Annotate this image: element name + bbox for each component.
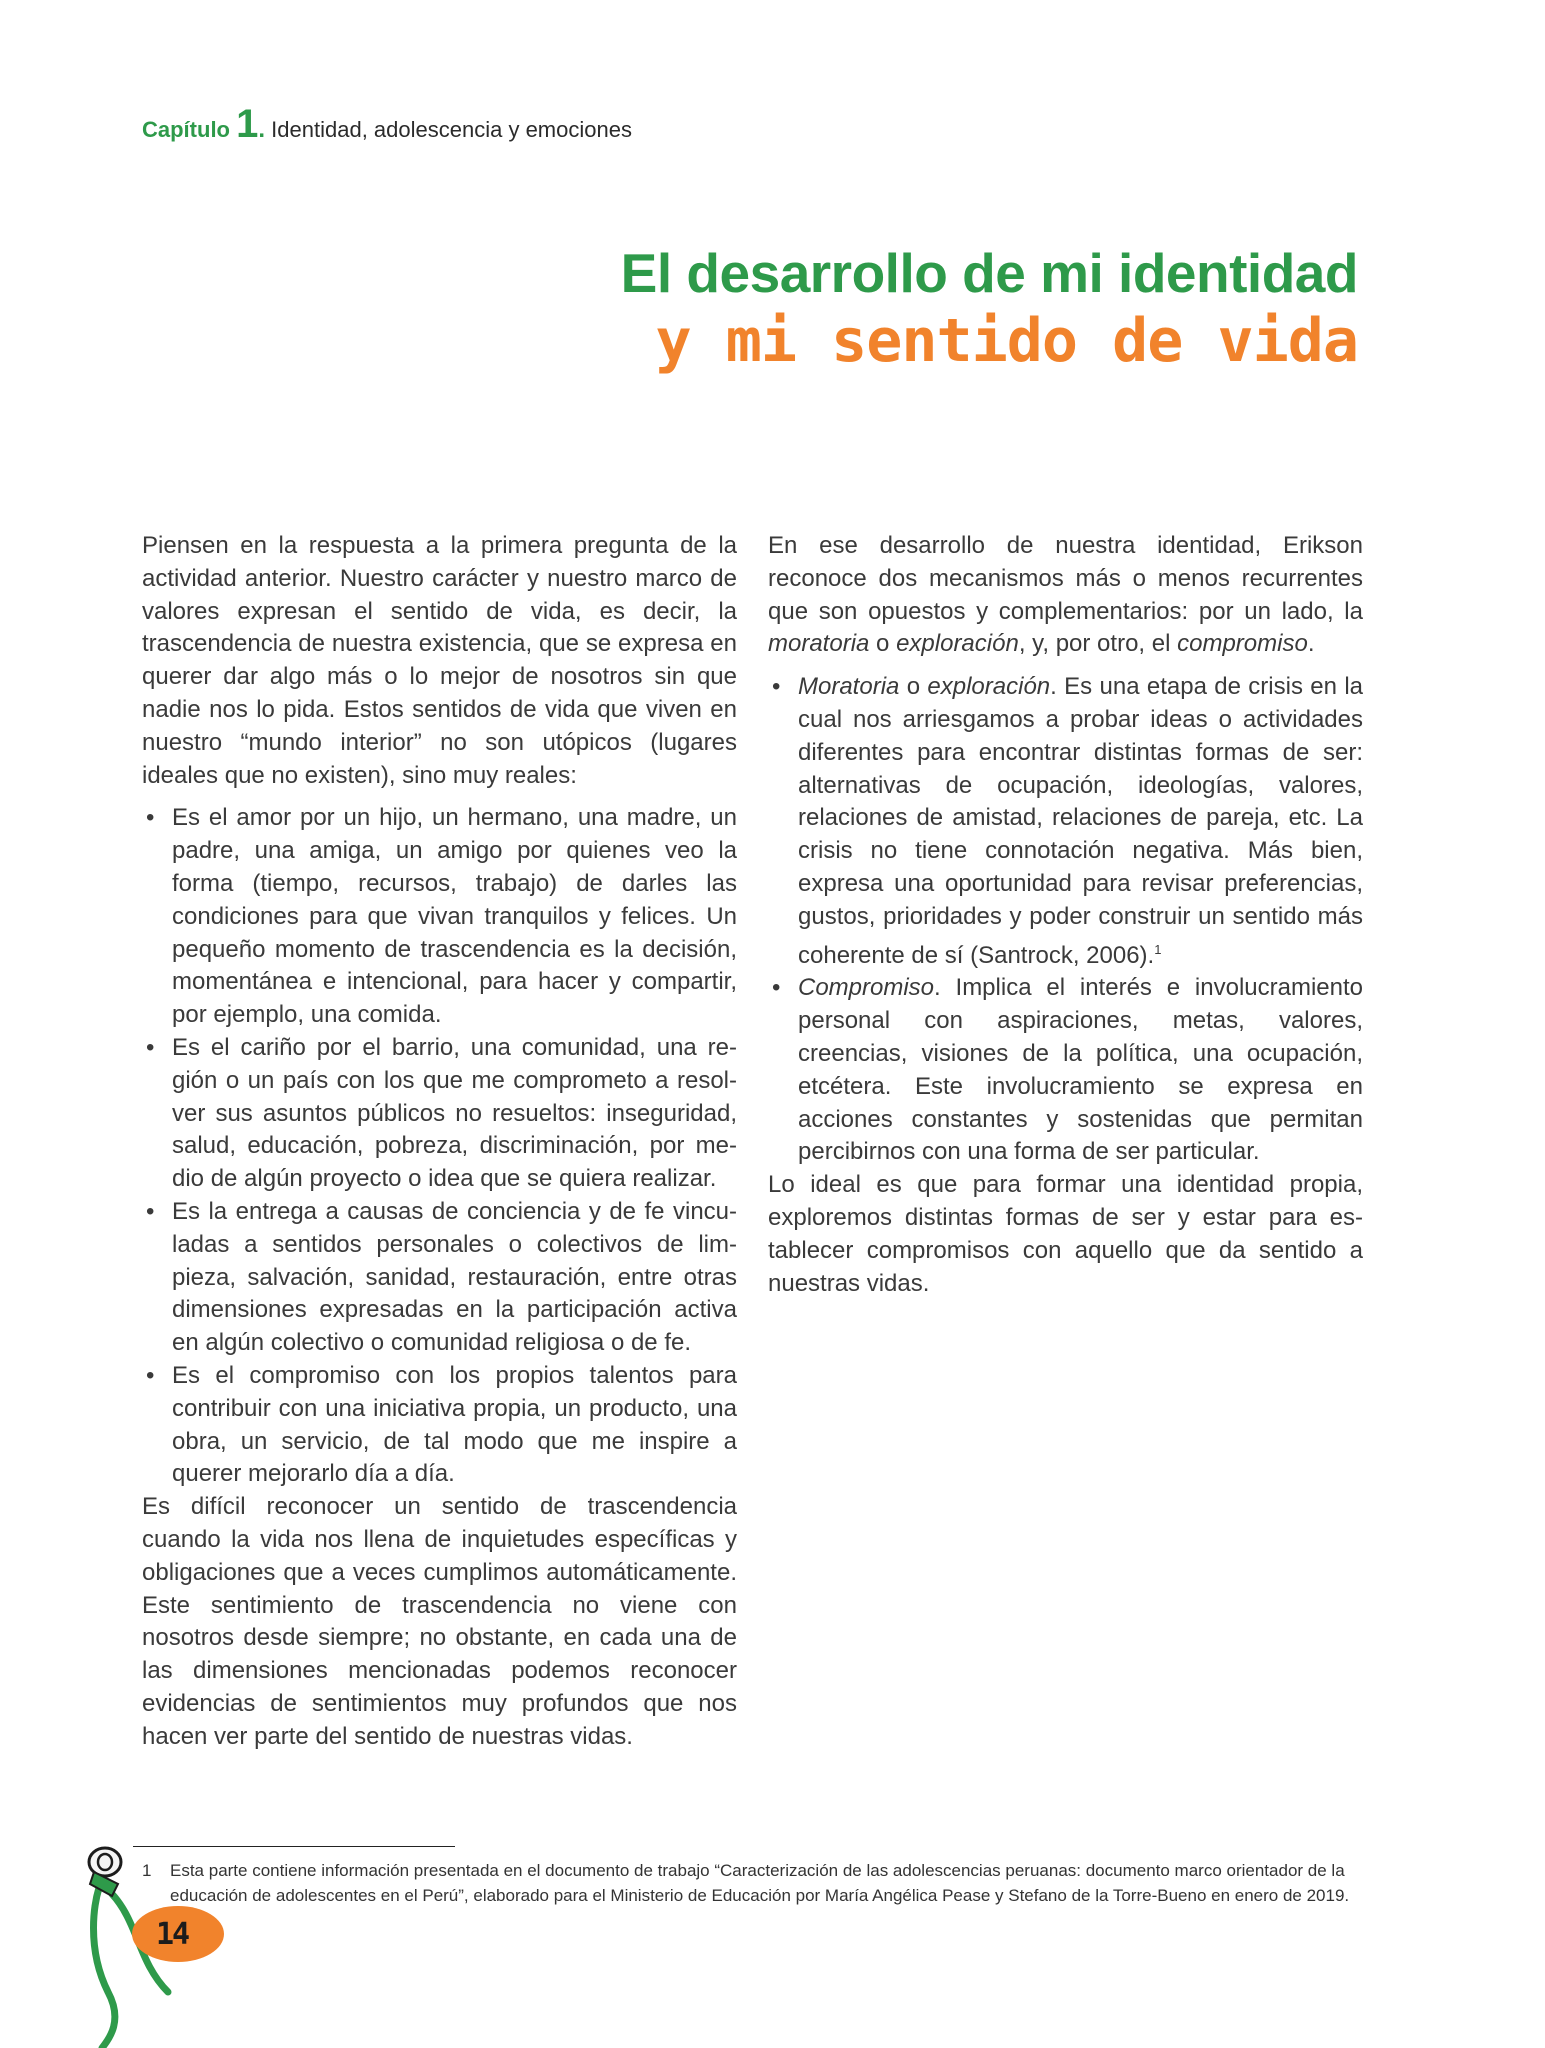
list-item-text: . Implica el interés e involucramiento personal con aspiraciones, metas, valores, creencias, visiones de la política, una ocupación, etcétera. Este involucramiento se expresa en acciones constantes y sostenidas que permitan percibirnos con una forma de ser particular. [798,974,1363,1166]
bullet-icon: • [772,974,781,1002]
list-item-text: Es el compromiso con los propios talentos para contribuir con una iniciativa propia, un producto, una obra, un servicio, de tal modo que me inspire a querer mejorarlo día a día. [172,1361,737,1488]
list-item-text: Es el amor por un hijo, un hermano, una madre, un padre, una amiga, un amigo por quienes veo la forma (tiempo, recursos, trabajo) de darles las condiciones para que vivan tranquilos y felices. Un pequeño momento de trascendencia es la decisión, momentánea e intencional, para hacer y compartir, por ejemplo, una comida. [172,804,737,1029]
intro-text-4: . [1307,630,1315,658]
footnote-line-2: educación de adolescentes en el Perú”, elaborado para el Ministerio de Educación por María Angélica Pease y Stefano de la Torre-Bueno en enero de 2019. [170,1886,1350,1905]
right-intro-paragraph [768,530,1363,661]
chapter-label: Capítulo [142,117,230,142]
term-compromiso: Compromiso [798,974,935,1002]
list-item [768,972,1363,1169]
left-column [142,530,737,1753]
list-item [142,1032,737,1196]
list-item [142,1196,737,1360]
intro-text-2: o [869,630,897,658]
list-item [142,1360,737,1491]
title-line-2: y mi sentido de vida [655,306,1358,376]
list-item-text: . Es una etapa de crisis en la cual nos arriesgamos a probar ideas o actividades diferentes para encontrar distintas formas de ser: alternativas de ocupación, ideologías, valores, relaciones de amistad, relaciones de pareja, etc. La crisis no tiene connotación negativa. Más bien, expresa una oportunidad para revisar preferencias, gustos, prioridades y poder construir un sentido más coherente de sí (Santrock, 2006). [798,673,1364,969]
footnote-number: 1 [142,1861,152,1880]
right-bullet-list [768,671,1363,1169]
bullet-icon: • [146,1197,155,1225]
list-item [142,802,737,1032]
bullet-icon: • [772,673,781,701]
bullet-icon: • [146,804,155,832]
intro-emphasis-exploracion: exploración [896,630,1019,658]
intro-emphasis-moratoria: moratoria [768,630,870,658]
left-intro-paragraph: Piensen en la respuesta a la primera pregunta de la actividad anterior. Nuestro carácter y nuestro marco de valores expresan el sentido de vida, es decir, la trascendencia de nuestra existencia, que se expresa en querer dar algo más o lo mejor de nosotros sin que nadie nos lo pida. Estos sentidos de vida que viven en nuestro “mundo interior” no son utópicos (lugares ideales que no existen), sino muy reales: [142,532,737,789]
chapter-dot: . [258,116,266,143]
footnote [142,1858,1382,1908]
right-closing-paragraph: Lo ideal es que para formar una identidad propia, exploremos distintas formas de ser y estar para es-tablecer compromisos con aquello que da sentido a nuestras vidas. [768,1171,1363,1297]
chapter-number: 1 [236,102,259,146]
chapter-title: Identidad, adolescencia y emociones [271,117,632,142]
bullet-icon: • [146,1361,155,1389]
term-exploracion: exploración [927,673,1051,701]
intro-text-1: En ese desarrollo de nuestra identidad, Erikson reconoce dos mecanismos más o menos recurrentes que son opuestos y complementarios: por un lado, la [768,532,1363,625]
chapter-header [142,104,632,144]
left-bullet-list [142,802,737,1491]
term-connector: o [899,673,928,701]
list-item-text: Es el cariño por el barrio, una comunidad, una re-gión o un país con los que me comprometo a resol-ver sus asuntos públicos no resueltos: inseguridad, salud, educación, pobreza, discriminación, por me-dio de algún proyecto o idea que se quiera realizar. [172,1033,737,1193]
page-title [621,240,1358,376]
intro-text-3: , y, por otro, el [1018,630,1178,658]
list-item-text: Es la entrega a causas de conciencia y de fe vincu-ladas a sentidos personales o colectivos de lim-pieza, salvación, sanidad, restauración, entre otras dimensiones expresadas en la participación activa en algún colectivo o comunidad religiosa o de fe. [172,1197,737,1357]
intro-emphasis-compromiso: compromiso [1177,630,1308,658]
footnote-line-1: Esta parte contiene información presentada en el documento de trabajo “Caracterización de las adolescencias peruanas: documento marco orientador de la [170,1861,1345,1880]
right-column [768,530,1363,1300]
left-closing-paragraph: Es difícil reconocer un sentido de trascendencia cuando la vida nos llena de inquietudes específicas y obligaciones que a veces cumplimos automáticamente. Este sentimiento de trascendencia no viene con nosotros desde siempre; no obstante, en cada una de las dimensiones mencionadas podemos reconocer evidencias de sentimientos muy profundos que nos hacen ver parte del sentido de nuestras vidas. [142,1493,737,1750]
title-line-1: El desarrollo de mi identidad [620,242,1358,304]
bullet-icon: • [146,1033,155,1061]
footnote-reference[interactable]: 1 [1154,941,1162,957]
list-item [768,671,1363,972]
term-moratoria: Moratoria [798,673,900,701]
page-number: 14 [156,1917,189,1952]
